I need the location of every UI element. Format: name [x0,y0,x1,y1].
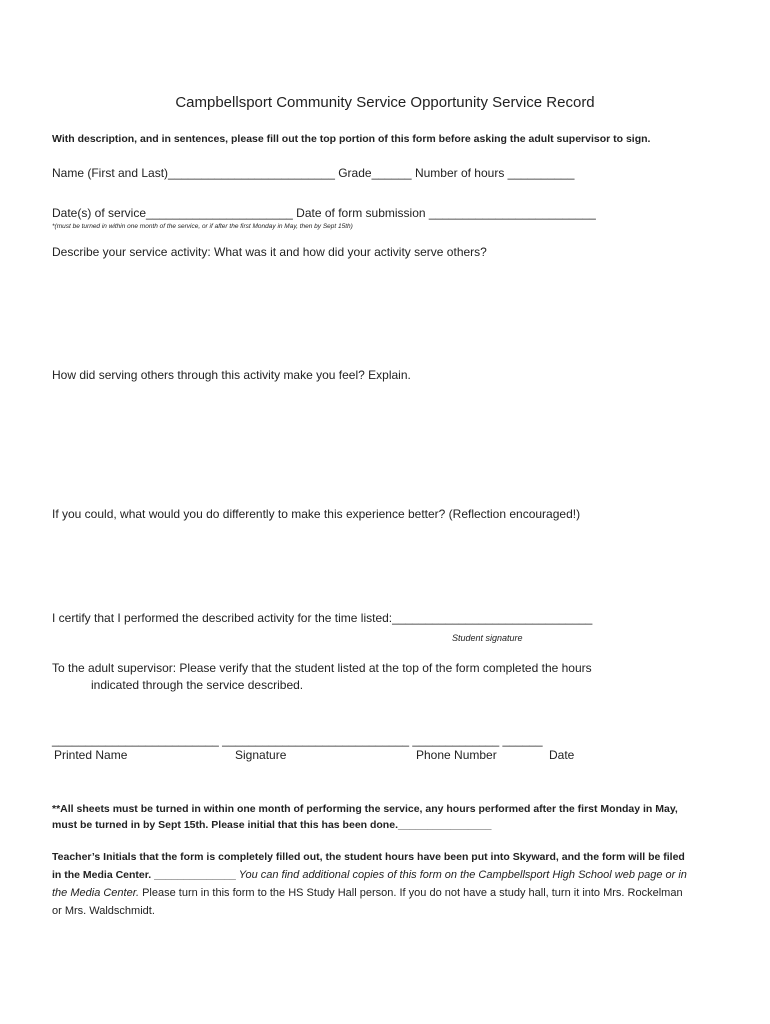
supervisor-instruction-1: To the adult supervisor: Please verify that the student listed at the top of the form completed the hours [52,661,592,675]
question-describe-activity: Describe your service activity: What was it and how did your activity serve others? [52,245,487,259]
student-signature-caption: Student signature [452,633,523,643]
supervisor-instruction-2: indicated through the service described. [91,678,304,692]
certify-line[interactable]: I certify that I performed the described activity for the time listed:______________________________ [52,611,593,625]
turn-in-note: Please turn in this form to the HS Study Hall person. If you do not have a study hall, turn it into Mrs. Rockelman or Mrs. Waldschmidt. [52,887,683,917]
page-title: Campbellsport Community Service Opportunity Service Record [175,94,595,111]
instructions: With description, and in sentences, please fill out the top portion of this form before asking the adult supervisor to sign. [52,133,651,145]
printed-name-label: Printed Name [54,748,128,762]
deadline-note: **All sheets must be turned in within one month of performing the service, any hours performed after the first Monday in May, must be turned in by Sept 15th. Please initial that this has been done.________________ [52,803,678,831]
teacher-initials-note: Teacher’s Initials that the form is completely filled out, the student hours have been put into Skyward, and the form will be filed in the Media Center. ______________ [52,851,685,881]
supervisor-blank-lines[interactable]: _________________________ ____________________________ _____________ ______ [52,733,543,747]
dates-footnote: *(must be turned in within one month of the service, or if after the first Monday in May, then by Sept 15th) [52,223,353,230]
dates-line[interactable]: Date(s) of service______________________ Date of form submission _________________________ [52,206,596,220]
phone-number-label: Phone Number [416,748,497,762]
name-grade-hours-line[interactable]: Name (First and Last)_________________________ Grade______ Number of hours __________ [52,166,575,180]
date-label: Date [549,748,575,762]
question-feelings: How did serving others through this activity make you feel? Explain. [52,368,411,382]
additional-copies-note: You can find additional copies of this form on the Campbellsport High School web page or in the Media Center. [52,869,687,899]
teacher-note [52,848,692,920]
question-reflection: If you could, what would you do differently to make this experience better? (Reflection encouraged!) [52,507,581,521]
signature-label: Signature [235,748,287,762]
